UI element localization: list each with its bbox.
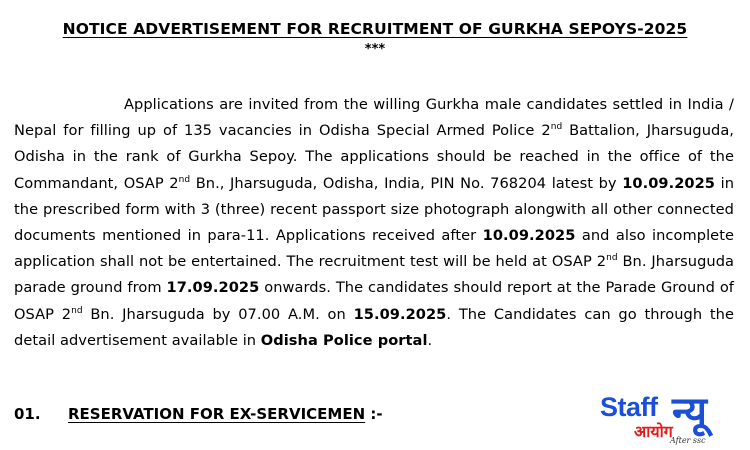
title-separator: ***	[364, 42, 386, 57]
last-date: 10.09.2025	[622, 174, 716, 192]
superscript-nd-2: nd	[178, 174, 191, 185]
section-number: 01.	[14, 405, 41, 423]
staff-nyu-aayog-logo	[600, 386, 740, 446]
section-heading	[14, 405, 383, 423]
portal-name: Odisha Police portal	[260, 331, 428, 349]
body-text-10: .	[427, 331, 433, 349]
test-start-date: 17.09.2025	[166, 279, 260, 297]
logo-tagline: After ssc	[670, 436, 706, 445]
body-text-3: Bn., Jharsuguda, Odisha, India, PIN No. 768204 latest by	[190, 174, 623, 192]
body-text-1: Applications are invited from the willing Gurkha male candidates settled in India / Nepal for filling up of 135 vacancies in Odisha Special Armed Police 2	[14, 96, 734, 140]
superscript-nd-1: nd	[550, 122, 563, 133]
body-text-2: Battalion, Jharsuguda, Odisha in the rank of Gurkha Sepoy. The applications should be reached in the office of the Commandant, OSAP 2	[14, 122, 734, 192]
superscript-nd-3: nd	[606, 253, 618, 264]
body-text-7: onwards. The candidates should report at the Parade Ground of OSAP 2	[14, 279, 734, 323]
notice-body	[14, 92, 734, 354]
body-text-4: in the prescribed form with 3 (three) recent passport size photograph alongwith all other connected documents mentioned in para-11. Applications received after	[14, 174, 735, 245]
body-text-6: Bn. Jharsuguda parade ground from	[14, 253, 735, 297]
body-text-9: . The Candidates can go through the detail advertisement available in	[14, 305, 735, 349]
notice-title	[0, 20, 750, 38]
superscript-nd-4: nd	[71, 305, 83, 316]
last-date-repeat: 10.09.2025	[482, 227, 576, 245]
notice-title-text: NOTICE ADVERTISEMENT FOR RECRUITMENT OF GURKHA SEPOYS-2025	[62, 20, 688, 38]
logo-aayog-text: आयोग	[634, 422, 673, 441]
body-text-8: Bn. Jharsuguda by 07.00 A.M. on	[82, 305, 354, 323]
section-title: RESERVATION FOR EX-SERVICEMEN	[68, 405, 366, 423]
report-date: 15.09.2025	[353, 305, 447, 323]
section-suffix: :-	[365, 405, 383, 423]
body-text-5: and also incomplete application shall not be entertained. The recruitment test will be held at OSAP 2	[14, 227, 735, 271]
notice-paragraph	[14, 92, 734, 354]
logo-staff-text: Staff	[600, 392, 658, 422]
logo-nyu-text: न्यू	[672, 389, 707, 435]
